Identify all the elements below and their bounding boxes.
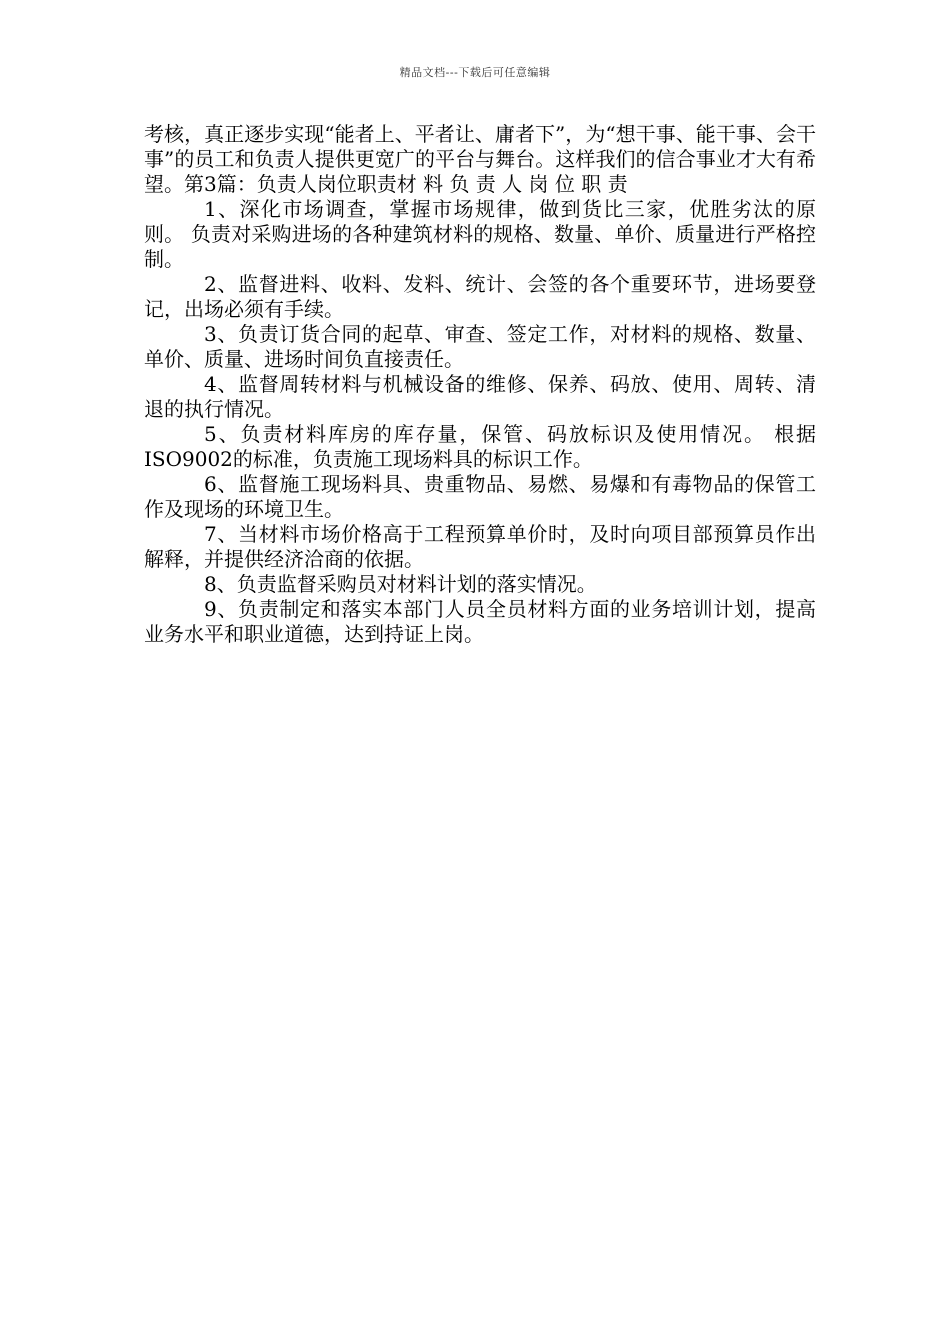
page-header: 精品文档---下载后可任意编辑 xyxy=(399,66,551,79)
duty-item-7: 7、当材料市场价格高于工程预算单价时，及时向项目部预算员作出解释，并提供经济洽商的依据。 xyxy=(144,522,816,571)
duty-item-8: 8、负责监督采购员对材料计划的落实情况。 xyxy=(204,572,597,596)
intro-paragraph: 考核，真正逐步实现“能者上、平者让、庸者下”，为“想干事、能干事、会干事”的员工和负责人提供更宽广的平台与舞台。这样我们的信合事业才大有希望。第3篇：负责人岗位职责材 料 负 责 人 岗 位 职 责 xyxy=(144,122,816,196)
duty-item-6: 6、监督施工现场料具、贵重物品、易燃、易爆和有毒物品的保管工作及现场的环境卫生。 xyxy=(144,472,816,521)
duty-item-4: 4、监督周转材料与机械设备的维修、保养、码放、使用、周转、清退的执行情况。 xyxy=(144,372,816,421)
duty-item-3: 3、负责订货合同的起草、审查、签定工作，对材料的规格、数量、单价、质量、进场时间负直接责任。 xyxy=(144,322,816,371)
duty-item-1: 1、深化市场调查，掌握市场规律，做到货比三家，优胜劣汰的原则。 负责对采购进场的各种建筑材料的规格、数量、单价、质量进行严格控制。 xyxy=(144,197,816,271)
document-body xyxy=(144,122,816,647)
duty-item-5: 5、负责材料库房的库存量，保管、码放标识及使用情况。 根据ISO9002的标准，负责施工现场料具的标识工作。 xyxy=(144,422,816,471)
duty-item-9: 9、负责制定和落实本部门人员全员材料方面的业务培训计划，提高业务水平和职业道德，达到持证上岗。 xyxy=(144,597,816,646)
duty-item-2: 2、监督进料、收料、发料、统计、会签的各个重要环节，进场要登记，出场必须有手续。 xyxy=(144,272,816,321)
